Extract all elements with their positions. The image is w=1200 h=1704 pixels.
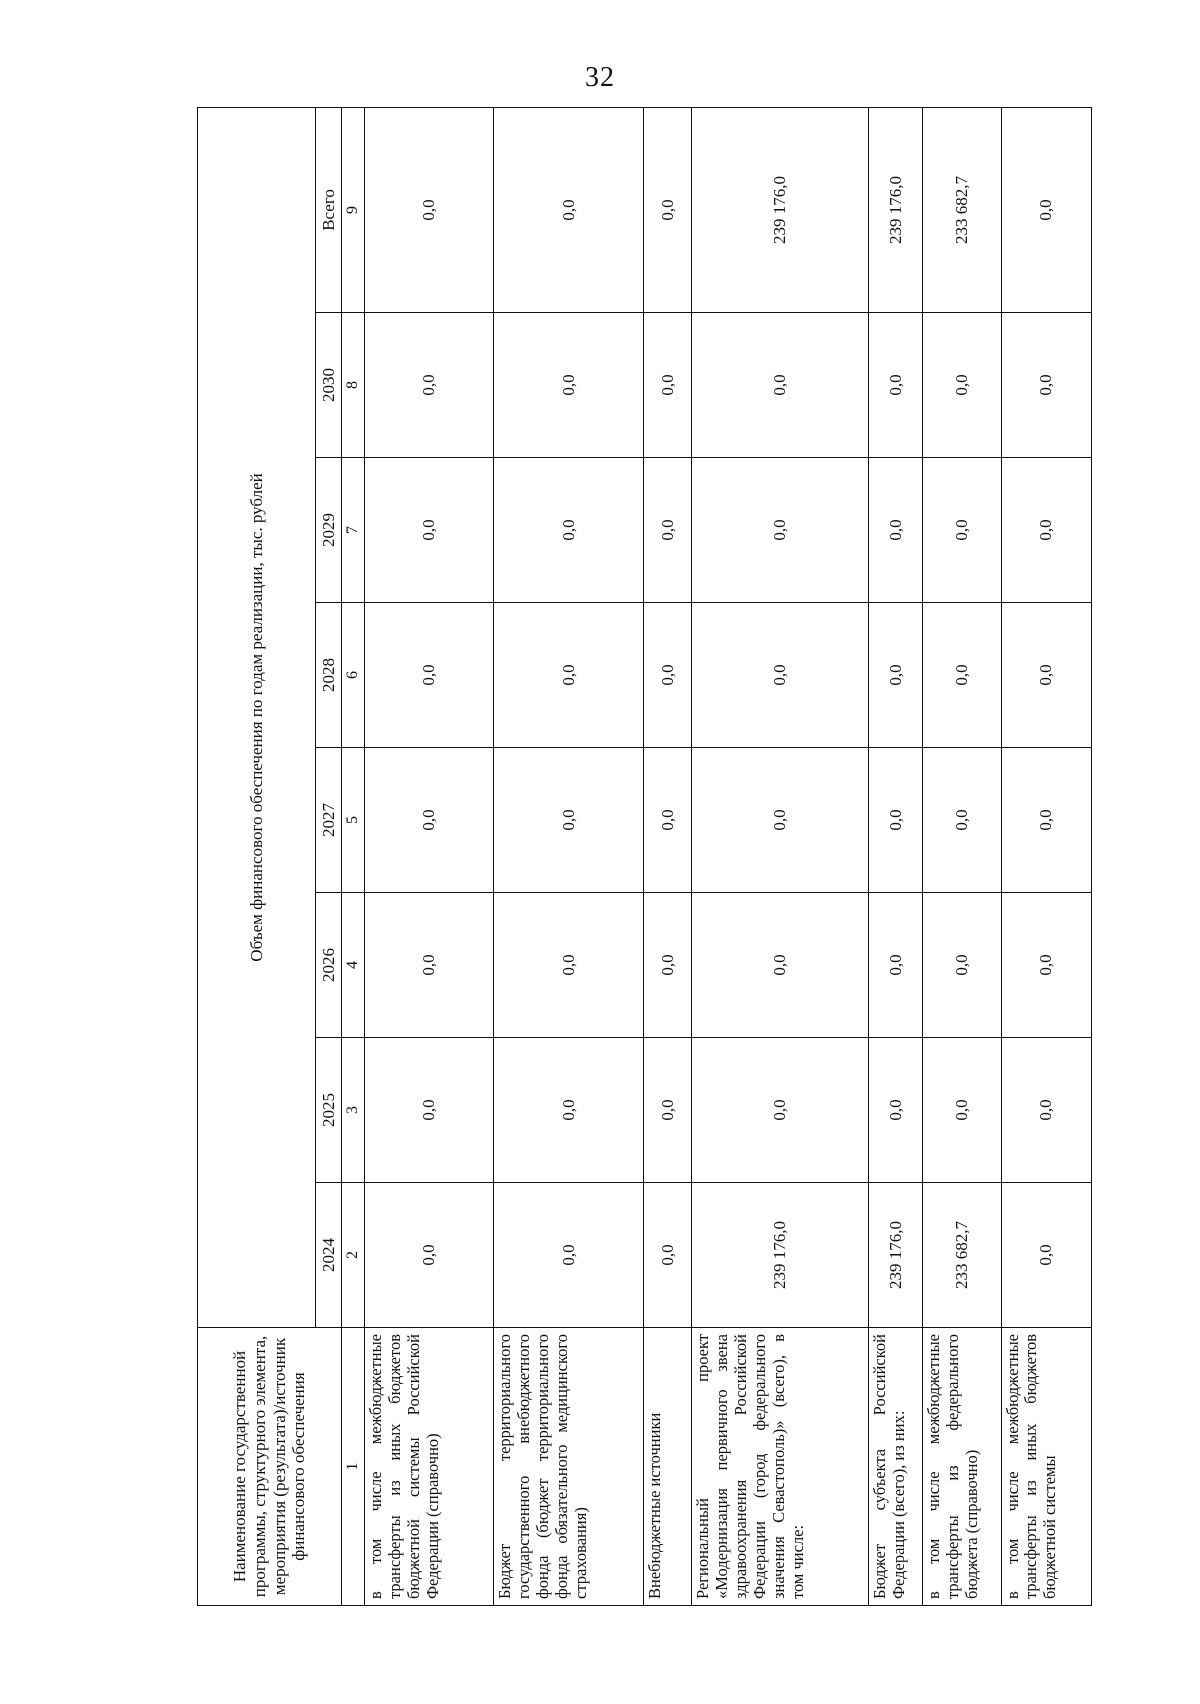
value-cell: 0,0 [868, 1038, 922, 1183]
value-cell: 239 176,0 [692, 1183, 868, 1328]
value-cell: 233 682,7 [923, 1183, 1001, 1328]
table-row [493, 107, 643, 1605]
row-name: в том числе межбюджетные трансферты из иных бюджетов бюджетной системы [1001, 1328, 1091, 1606]
value-cell: 0,0 [1001, 313, 1091, 458]
total-header: Всего [316, 107, 342, 312]
value-cell: 0,0 [365, 458, 494, 603]
value-cell: 0,0 [644, 458, 692, 603]
row-name: Внебюджетные источники [644, 1328, 692, 1606]
column-number: 4 [342, 893, 365, 1038]
value-cell: 0,0 [923, 748, 1001, 893]
value-cell: 0,0 [1001, 893, 1091, 1038]
value-cell: 0,0 [692, 313, 868, 458]
column-number: 2 [342, 1183, 365, 1328]
row-name: Региональный проект «Модернизация первичного звена здравоохранения Российской Федерации (город федерального значения Севастополь)» (всего), в том числе: [692, 1328, 868, 1606]
row-name: Бюджет субъекта Российской Федерации (всего), из них: [868, 1328, 922, 1606]
row-name: в том числе межбюджетные трансферты из иных бюджетов бюджетной системы Российской Федерации (справочно) [365, 1328, 494, 1606]
value-cell: 0,0 [868, 603, 922, 748]
value-cell: 0,0 [365, 893, 494, 1038]
name-column-header: Наименование государственной программы, структурного элемента, мероприятия (результата)/источник финансового обеспечения [198, 1328, 342, 1606]
column-number: 9 [342, 107, 365, 312]
value-cell: 0,0 [493, 313, 643, 458]
value-cell: 0,0 [868, 313, 922, 458]
value-cell: 0,0 [493, 1183, 643, 1328]
value-cell: 0,0 [923, 1038, 1001, 1183]
total-cell: 0,0 [1001, 107, 1091, 312]
value-cell: 0,0 [1001, 458, 1091, 603]
total-cell: 233 682,7 [923, 107, 1001, 312]
value-cell: 0,0 [644, 1183, 692, 1328]
year-header: 2028 [316, 603, 342, 748]
year-header: 2027 [316, 748, 342, 893]
value-cell: 0,0 [1001, 748, 1091, 893]
value-cell: 0,0 [493, 458, 643, 603]
value-cell: 0,0 [692, 1038, 868, 1183]
row-name: в том числе межбюджетные трансферты из федерального бюджета (справочно) [923, 1328, 1001, 1606]
value-cell: 0,0 [493, 1038, 643, 1183]
value-cell: 0,0 [1001, 1038, 1091, 1183]
table-row [644, 107, 692, 1605]
value-cell: 0,0 [692, 748, 868, 893]
value-cell: 0,0 [644, 313, 692, 458]
total-cell: 239 176,0 [692, 107, 868, 312]
value-cell: 0,0 [868, 458, 922, 603]
value-cell: 0,0 [923, 893, 1001, 1038]
value-cell: 0,0 [692, 458, 868, 603]
value-cell: 239 176,0 [868, 1183, 922, 1328]
total-cell: 239 176,0 [868, 107, 922, 312]
column-number: 3 [342, 1038, 365, 1183]
column-number: 8 [342, 313, 365, 458]
table-row [365, 107, 494, 1605]
value-cell: 0,0 [644, 893, 692, 1038]
value-cell: 0,0 [868, 893, 922, 1038]
total-cell: 0,0 [644, 107, 692, 312]
column-number: 6 [342, 603, 365, 748]
table-row [923, 107, 1001, 1605]
year-header: 2029 [316, 458, 342, 603]
page-number: 32 [585, 62, 615, 93]
column-number: 7 [342, 458, 365, 603]
year-header: 2024 [316, 1183, 342, 1328]
value-cell: 0,0 [692, 893, 868, 1038]
year-header: 2030 [316, 313, 342, 458]
value-cell: 0,0 [644, 603, 692, 748]
value-cell: 0,0 [365, 1038, 494, 1183]
value-cell: 0,0 [1001, 603, 1091, 748]
value-cell: 0,0 [923, 458, 1001, 603]
value-cell: 0,0 [365, 748, 494, 893]
value-cell: 0,0 [493, 748, 643, 893]
value-cell: 0,0 [644, 748, 692, 893]
year-header: 2025 [316, 1038, 342, 1183]
value-cell: 0,0 [365, 1183, 494, 1328]
value-cell: 0,0 [923, 313, 1001, 458]
value-cell: 0,0 [365, 603, 494, 748]
total-cell: 0,0 [365, 107, 494, 312]
value-cell: 0,0 [868, 748, 922, 893]
financing-table [197, 107, 1092, 1606]
rotated-table-container [197, 108, 1092, 1606]
table-row [1001, 107, 1091, 1605]
table-row [692, 107, 868, 1605]
value-cell: 0,0 [493, 893, 643, 1038]
year-header: 2026 [316, 893, 342, 1038]
value-cell: 0,0 [644, 1038, 692, 1183]
value-cell: 0,0 [692, 603, 868, 748]
total-cell: 0,0 [493, 107, 643, 312]
column-number: 5 [342, 748, 365, 893]
value-cell: 0,0 [1001, 1183, 1091, 1328]
volume-header: Объем финансового обеспечения по годам реализации, тыс. рублей [198, 107, 316, 1327]
row-name: Бюджет территориального государственного внебюджетного фонда (бюджет территориального фонда обязательного медицинского страхования) [493, 1328, 643, 1606]
value-cell: 0,0 [923, 603, 1001, 748]
value-cell: 0,0 [365, 313, 494, 458]
table-row [868, 107, 922, 1605]
value-cell: 0,0 [493, 603, 643, 748]
column-number: 1 [342, 1328, 365, 1606]
